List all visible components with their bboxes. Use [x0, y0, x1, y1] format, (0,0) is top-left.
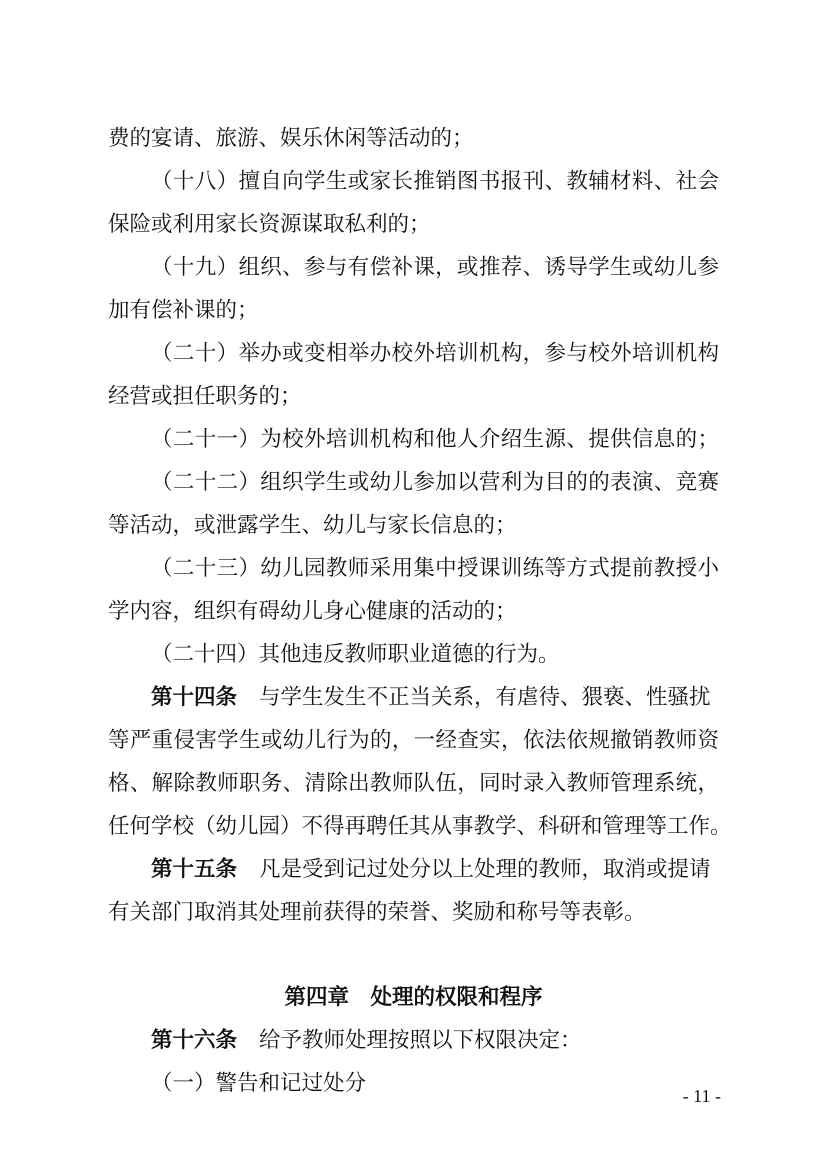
list-item-20: （二十）举办或变相举办校外培训机构，参与校外培训机构 [151, 341, 719, 366]
text-line: 经营或担任职务的； [108, 384, 302, 409]
list-item-23: （二十三）幼儿园教师采用集中授课训练等方式提前教授小 [151, 556, 719, 581]
article-14 [151, 683, 711, 713]
article-16 [151, 1026, 582, 1056]
text-line: 加有偿补课的； [108, 298, 259, 323]
text-line: 等活动，或泄露学生、幼儿与家长信息的； [108, 513, 517, 538]
article-15-label: 第十五条 [151, 857, 238, 882]
article-14-label: 第十四条 [151, 685, 238, 710]
article-15 [151, 855, 711, 885]
list-item-24: （二十四）其他违反教师职业道德的行为。 [151, 642, 560, 667]
list-item-19: （十九）组织、参与有偿补课，或推荐、诱导学生或幼儿参 [151, 255, 719, 280]
article-14-text: 与学生发生不正当关系，有虐待、猥亵、性骚扰 [259, 685, 711, 710]
text-line: 任何学校（幼儿园）不得再聘任其从事教学、科研和管理等工作。 [108, 814, 732, 839]
text-line: 格、解除教师职务、清除出教师队伍，同时录入教师管理系统， [108, 771, 719, 796]
text-line: 费的宴请、旅游、娱乐休闲等活动的； [108, 126, 474, 151]
list-item-22: （二十二）组织学生或幼儿参加以营利为目的的表演、竞赛 [151, 470, 719, 495]
text-line: 有关部门取消其处理前获得的荣誉、奖励和称号等表彰。 [108, 900, 646, 925]
list-item-18: （十八）擅自向学生或家长推销图书报刊、教辅材料、社会 [151, 169, 719, 194]
text-line: 等严重侵害学生或幼儿行为的，一经查实，依法依规撤销教师资 [108, 728, 719, 753]
list-item-1: （一）警告和记过处分 [151, 1071, 367, 1096]
article-16-text: 给予教师处理按照以下权限决定： [259, 1028, 582, 1053]
page-number: - 11 - [682, 1086, 721, 1106]
article-15-text: 凡是受到记过处分以上处理的教师，取消或提请 [259, 857, 711, 882]
text-line: 学内容，组织有碍幼儿身心健康的活动的； [108, 599, 517, 624]
chapter-heading: 第四章 处理的权限和程序 [284, 985, 543, 1010]
text-line: 保险或利用家长资源谋取私利的； [108, 212, 431, 237]
list-item-21: （二十一）为校外培训机构和他人介绍生源、提供信息的； [151, 427, 719, 452]
article-16-label: 第十六条 [151, 1028, 238, 1053]
